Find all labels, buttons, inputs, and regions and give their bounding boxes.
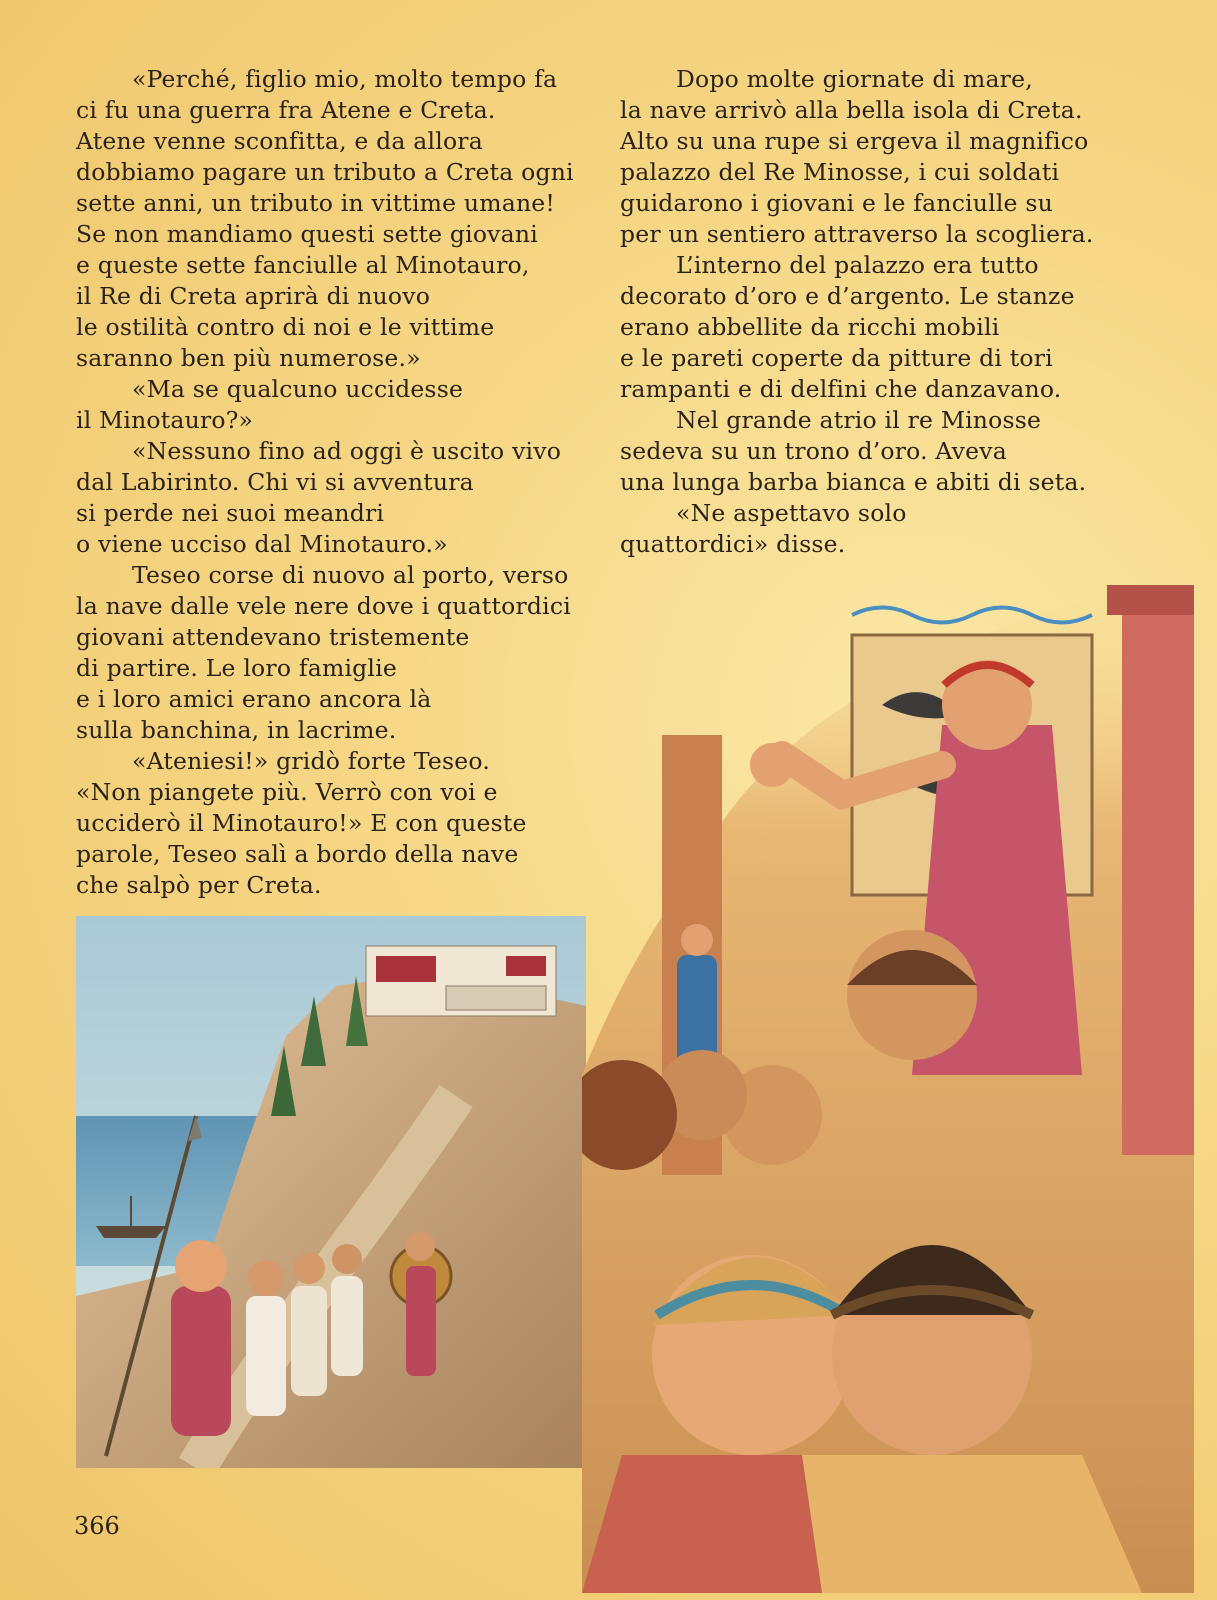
left-column-line: parole, Teseo salì a bordo della nave — [76, 840, 519, 868]
right-column-line: rampanti e di delfini che danzavano. — [620, 375, 1062, 403]
palace-hall-drawing — [582, 555, 1194, 1593]
left-column-line: e i loro amici erano ancora là — [76, 685, 432, 713]
right-column-line: palazzo del Re Minosse, i cui soldati — [620, 158, 1060, 186]
left-column-line: la nave dalle vele nere dove i quattordici — [76, 592, 571, 620]
left-column-line: «Ateniesi!» gridò forte Teseo. — [132, 747, 490, 775]
left-column-line: ucciderò il Minotauro!» E con queste — [76, 809, 527, 837]
left-column-line: o viene ucciso dal Minotauro.» — [76, 530, 448, 558]
illustration-cliff-procession — [76, 916, 586, 1468]
left-column-line: si perde nei suoi meandri — [76, 499, 385, 527]
right-column-line: Nel grande atrio il re Minosse — [676, 406, 1042, 434]
right-column-line: guidarono i giovani e le fanciulle su — [620, 189, 1053, 217]
left-column-line: di partire. Le loro famiglie — [76, 654, 397, 682]
cliff-procession-drawing — [76, 916, 586, 1468]
palace — [366, 946, 556, 1016]
illustration-palace-hall — [582, 555, 1194, 1593]
right-column-line: una lunga barba bianca e abiti di seta. — [620, 468, 1087, 496]
right-column-line: erano abbellite da ricchi mobili — [620, 313, 1000, 341]
left-column-line: Atene venne sconfitta, e da allora — [76, 127, 483, 155]
right-column-line: la nave arrivò alla bella isola di Creta. — [620, 96, 1083, 124]
left-column-line: dal Labirinto. Chi vi si avventura — [76, 468, 474, 496]
left-column-line: «Nessuno fino ad oggi è uscito vivo — [132, 437, 562, 465]
left-column-line: il Minotauro?» — [76, 406, 254, 434]
right-column-line: Alto su una rupe si ergeva il magnifico — [620, 127, 1089, 155]
left-column-line: saranno ben più numerose.» — [76, 344, 421, 372]
right-column-line: L’interno del palazzo era tutto — [676, 251, 1039, 279]
left-column-line: che salpò per Creta. — [76, 871, 322, 899]
left-column-line: Teseo corse di nuovo al porto, verso — [132, 561, 569, 589]
right-column-line: sedeva su un trono d’oro. Aveva — [620, 437, 1007, 465]
left-column-line: il Re di Creta aprirà di nuovo — [76, 282, 431, 310]
left-column-line: sulla banchina, in lacrime. — [76, 716, 397, 744]
right-text-column — [620, 64, 1150, 560]
background-woman — [677, 924, 717, 1065]
left-column-line: Se non mandiamo questi sette giovani — [76, 220, 538, 248]
left-column-line: e queste sette fanciulle al Minotauro, — [76, 251, 530, 279]
right-column-line: «Ne aspettavo solo — [676, 499, 907, 527]
left-column-line: dobbiamo pagare un tributo a Creta ogni — [76, 158, 574, 186]
right-column-line: decorato d’oro e d’argento. Le stanze — [620, 282, 1075, 310]
page-number: 366 — [74, 1512, 120, 1540]
left-text-column — [76, 64, 606, 901]
left-column-line: «Ma se qualcuno uccidesse — [132, 375, 464, 403]
left-column-line: «Non piangete più. Verrò con voi e — [76, 778, 498, 806]
left-column-line: ci fu una guerra fra Atene e Creta. — [76, 96, 496, 124]
right-column-line: e le pareti coperte da pitture di tori — [620, 344, 1053, 372]
left-column-line: «Perché, figlio mio, molto tempo fa — [132, 65, 558, 93]
right-column-line: Dopo molte giornate di mare, — [676, 65, 1033, 93]
right-column-line: per un sentiero attraverso la scogliera. — [620, 220, 1094, 248]
left-column-line: le ostilità contro di noi e le vittime — [76, 313, 495, 341]
right-column-line: quattordici» disse. — [620, 530, 846, 558]
left-column-line: sette anni, un tributo in vittime umane! — [76, 189, 556, 217]
left-column-line: giovani attendevano tristemente — [76, 623, 470, 651]
